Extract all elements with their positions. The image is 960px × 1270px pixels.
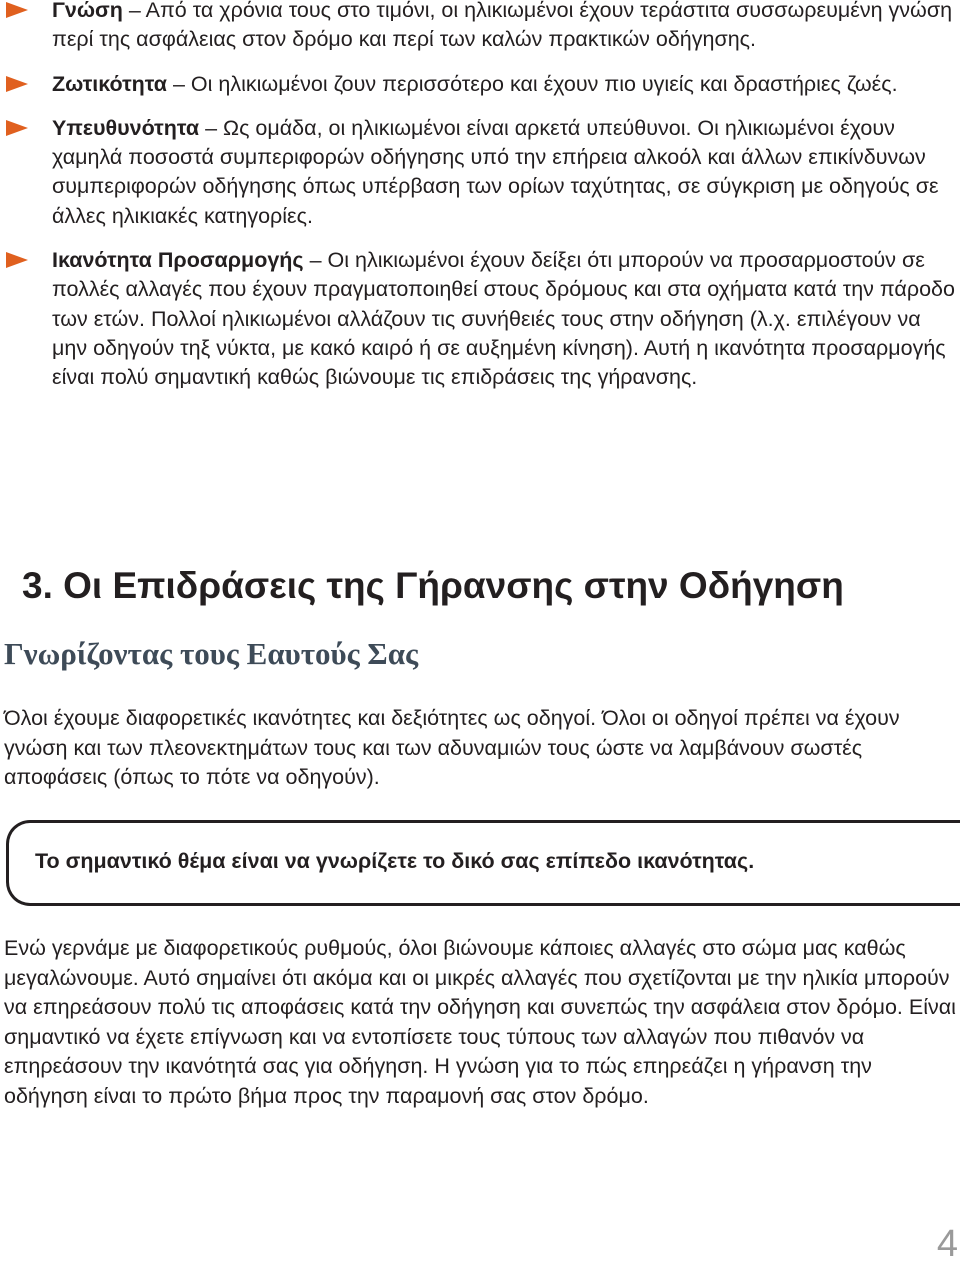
bullet-item-responsibility [0, 114, 960, 231]
bullet-text: – Οι ηλικιωμένοι έχουν δείξει ότι μπορούν να προσαρμοστούν σε πολλές αλλαγές που έχουν πραγματοποιηθεί στους δρόμους και στα οχήματα κατά την πάροδο των ετών. Πολλοί ηλικιωμένοι αλλάζουν τις συνήθειές τους στην οδήγηση (λ.χ. επιλέγουν να μην οδηγούν τηξ νύκτα, με κακό καιρό ή σε αυξημένη κίνηση). Αυτή η ικανότητα προσαρμογής είναι πολύ σημαντική καθώς βιώνουμε τις επιδράσεις της γήρανσης. [52, 248, 955, 390]
bullet-term: Υπευθυνότητα [52, 115, 200, 140]
callout-text: Το σημαντικό θέμα είναι να γνωρίζετε το δικό σας επίπεδο ικανότητας. [35, 849, 755, 873]
section-heading: 3. Οι Επιδράσεις της Γήρανσης στην Οδήγηση [22, 565, 844, 606]
bullet-arrow-icon [6, 120, 28, 136]
body-paragraph: Ενώ γερνάμε με διαφορετικούς ρυθμούς, όλοι βιώνουμε κάποιες αλλαγές στο σώμα μας καθώς μεγαλώνουμε. Αυτό σημαίνει ότι ακόμα και οι μικρές αλλαγές που σχετίζονται με την ηλικία μπορούν να επηρεάσουν πολύ τις αποφάσεις κατά την οδήγηση και συνεπώς την ασφάλεια στον δρόμο. Είναι σημαντικό να έχετε επίγνωση και να εντοπίσετε τους τύπους των αλλαγών που πιθανόν να επηρεάσουν την ικανότητά σας για οδήγηση. Η γνώση για το πώς επηρεάζει η γήρανση την οδήγηση είναι το πρώτο βήμα προς την παραμονή σας στον δρόμο. [4, 936, 956, 1108]
bullet-arrow-icon [6, 252, 28, 268]
page-number: 4 [936, 1223, 958, 1265]
bullet-item-knowledge [0, 0, 960, 55]
bullet-text: – Ως ομάδα, οι ηλικιωμένοι είναι αρκετά υπεύθυνοι. Οι ηλικιωμένοι έχουν χαμηλά ποσοστά συμπεριφορών οδήγησης υπό την επήρεια αλκοόλ και άλλων επικίνδυνων συμπεριφορών οδήγησης όπως υπέρβαση των ορίων ταχύτητας, σε σύγκριση με οδηγούς σε άλλες ηλικιακές κατηγορίες. [52, 115, 939, 228]
bullet-list [0, 0, 960, 408]
bullet-term: Ζωτικότητα [52, 71, 168, 96]
intro-paragraph: Όλοι έχουμε διαφορετικές ικανότητες και δεξιότητες ως οδηγοί. Όλοι οι οδηγοί πρέπει να έχουν γνώση και των πλεονεκτημάτων τους και των αδυναμιών τους ώστε να λαμβάνουν σωστές αποφάσεις (όπως το πότε να οδηγούν). [4, 706, 900, 789]
callout-box [6, 820, 960, 906]
bullet-term: Ικανότητα Προσαρμογής [52, 248, 304, 273]
bullet-arrow-icon [6, 2, 28, 18]
bullet-text: – Οι ηλικιωμένοι ζουν περισσότερο και έχουν πιο υγιείς και δραστήριες ζωές. [167, 71, 898, 96]
bullet-arrow-icon [6, 76, 28, 92]
section-subheading: Γνωρίζοντας τους Εαυτούς Σας [4, 636, 419, 671]
bullet-term: Γνώση [52, 0, 123, 22]
bullet-item-vitality [0, 70, 960, 99]
bullet-item-adaptability [0, 246, 960, 392]
bullet-text: – Από τα χρόνια τους στο τιμόνι, οι ηλικιωμένοι έχουν τεράστιτα συσσωρευμένη γνώση περί της ασφάλειας στον δρόμο και περί των καλών πρακτικών οδήγησης. [52, 0, 953, 52]
